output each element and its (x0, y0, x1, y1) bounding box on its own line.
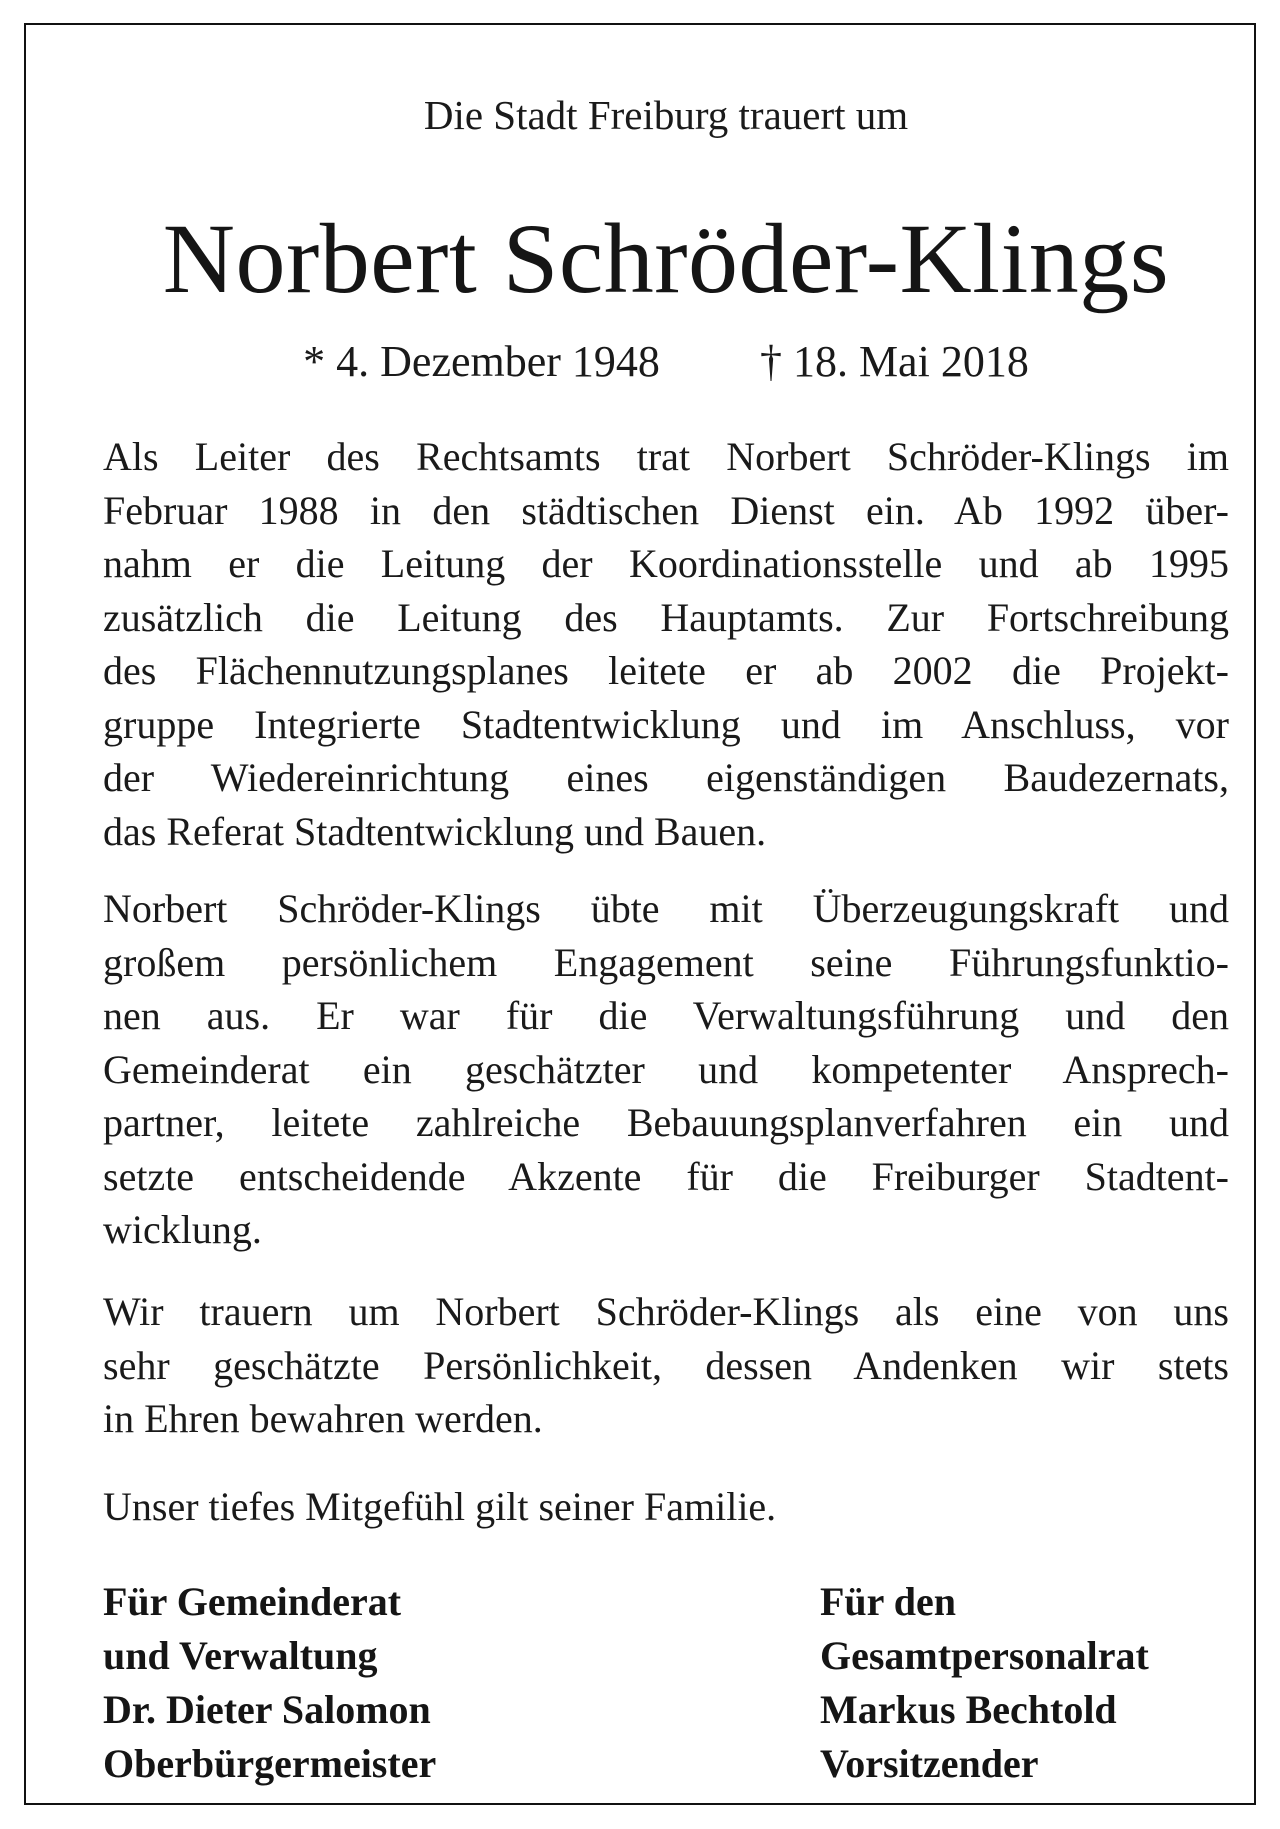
signature-staff-council (820, 1575, 1149, 1791)
text-line: Unser tiefes Mitgefühl gilt seiner Familie. (103, 1484, 777, 1529)
text-line: des Flächennutzungsplanes leitete er ab 2002 die Projekt- (103, 648, 1229, 693)
signature-council (103, 1575, 436, 1791)
text-line: wicklung. (103, 1207, 262, 1252)
text-line: gruppe Integrierte Stadtentwicklung und im Anschluss, vor (103, 701, 1229, 747)
signature-line: Gesamtpersonalrat (820, 1633, 1149, 1678)
text-line: der Wiedereinrichtung eines eigenständigen Baudezernats, (103, 755, 1229, 800)
text-line: Gemeinderat ein geschätzter und kompetenter Ansprech- (103, 1046, 1229, 1092)
text-line: Norbert Schröder-Klings übte mit Überzeugungskraft und (103, 886, 1229, 931)
paragraph-career (103, 430, 1229, 858)
deceased-name: Norbert Schröder-Klings (162, 203, 1170, 314)
text-line: großem persönlichem Engagement seine Führungsfunktio- (103, 939, 1229, 985)
paragraph-condolence (103, 1480, 1229, 1534)
text-line: nahm er die Leitung der Koordinationsstelle und ab 1995 (103, 541, 1229, 586)
signature-title: Oberbürgermeister (103, 1741, 437, 1786)
paragraph-mourning (103, 1285, 1229, 1446)
signature-line: Für Gemeinderat (103, 1579, 402, 1624)
text-line: das Referat Stadtentwicklung und Bauen. (103, 808, 767, 854)
signature-line: Für den (820, 1579, 956, 1624)
text-line: Februar 1988 in den städtischen Dienst ein. Ab 1992 über- (103, 487, 1229, 533)
text-line: sehr geschätzte Persönlichkeit, dessen Andenken wir stets (103, 1342, 1229, 1388)
text-line: zusätzlich die Leitung des Hauptamts. Zur Fortschreibung (103, 594, 1229, 640)
intro-line: Die Stadt Freiburg trauert um (423, 92, 909, 138)
text-line: nen aus. Er war für die Verwaltungsführung und den (103, 993, 1229, 1038)
life-dates (103, 337, 1229, 387)
signature-name: Dr. Dieter Salomon (103, 1687, 431, 1732)
text-line: Wir trauern um Norbert Schröder-Klings als eine von uns (103, 1289, 1229, 1334)
death-date: † 18. Mai 2018 (759, 337, 1029, 386)
signature-line: und Verwaltung (103, 1633, 378, 1678)
text-line: setzte entscheidende Akzente für die Freiburger Stadtent- (103, 1153, 1229, 1199)
text-line: partner, leitete zahlreiche Bebauungsplanverfahren ein und (103, 1100, 1229, 1145)
birth-date: * 4. Dezember 1948 (303, 337, 660, 386)
signature-name: Markus Bechtold (820, 1687, 1117, 1732)
text-line: in Ehren bewahren werden. (103, 1396, 543, 1441)
text-line: Als Leiter des Rechtsamts trat Norbert Schröder-Klings im (103, 434, 1229, 479)
obituary-frame (24, 23, 1256, 1805)
paragraph-tribute (103, 882, 1229, 1257)
signature-title: Vorsitzender (820, 1741, 1039, 1786)
